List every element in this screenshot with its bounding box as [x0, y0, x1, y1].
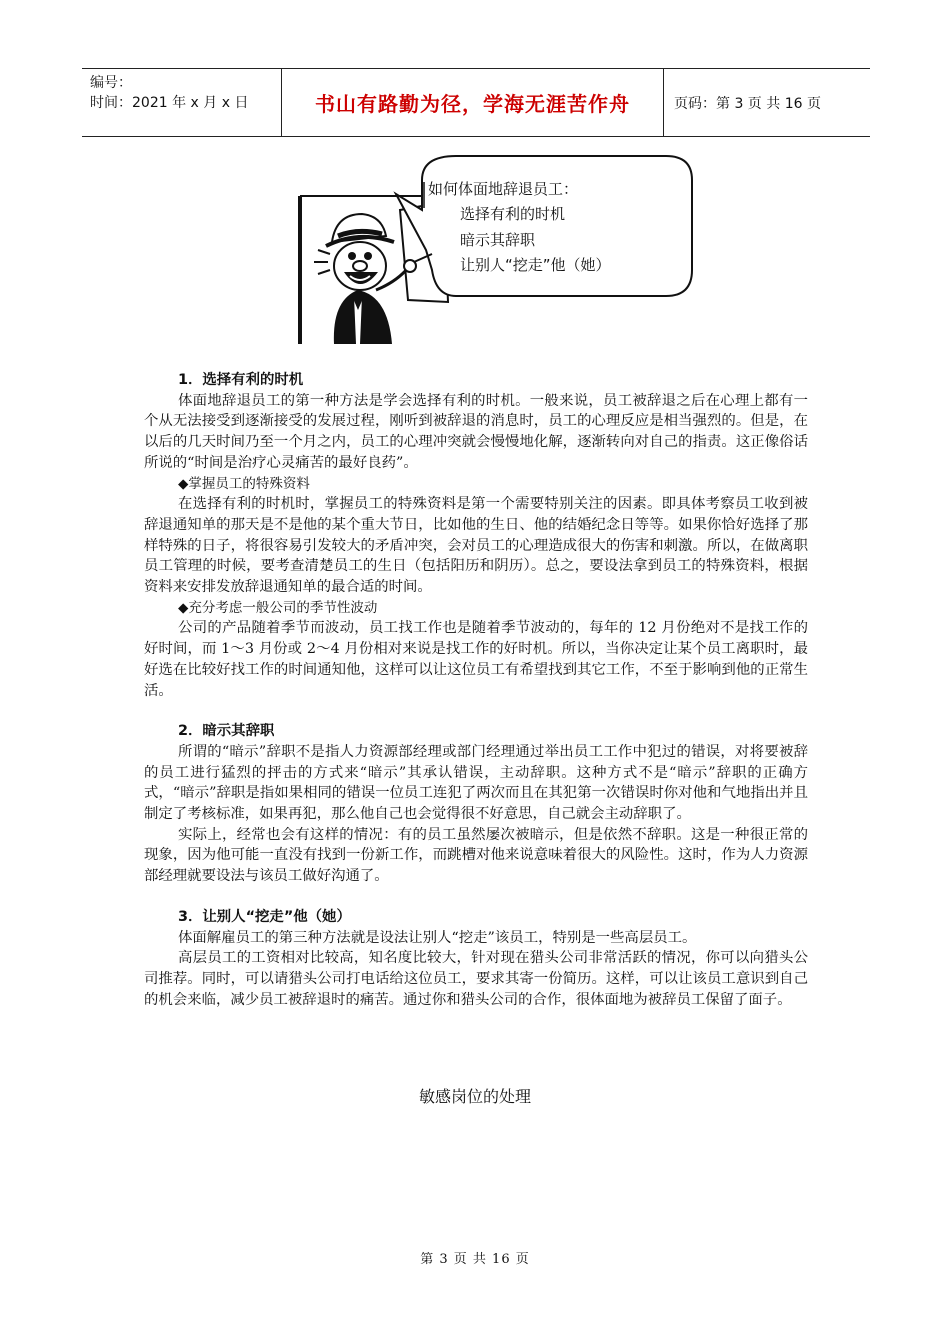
paragraph: 体面地辞退员工的第一种方法是学会选择有利的时机。一般来说，员工被辞退之后在心理上都有一个从无法接受到逐渐接受的发展过程，刚听到被辞退的消息时，员工的心理反应是相当强烈的。但是，在以后的几天时间乃至一个月之内，员工的心理冲突就会慢慢地化解，逐渐转向对自己的指责。这正像俗话所说的“时间是治疗心灵痛苦的最好良药”。: [144, 392, 808, 471]
paragraph: 实际上，经常也会有这样的情况：有的员工虽然屡次被暗示，但是依然不辞职。这是一种很正常的现象，因为他可能一直没有找到一份新工作，而跳槽对他来说意味着很大的风险性。这时，作为人力资源部经理就要设法与该员工做好沟通了。: [144, 826, 808, 885]
page-footer: 第 3 页 共 16 页: [420, 1252, 530, 1267]
document-number-label: 编号：: [90, 75, 132, 91]
bubble-item: 暗示其辞职: [460, 231, 536, 249]
bullet-heading: ◆掌握员工的特殊资料: [178, 475, 310, 492]
paragraph: 体面解雇员工的第三种方法就是设法让别人“挖走”该员工，特别是一些高层员工。: [178, 929, 697, 946]
paragraph: 公司的产品随着季节而波动，员工找工作也是随着季节波动的，每年的 12 月份绝对不是找工作的好时间，而 1～3 月份或 2～4 月份相对来说是找工作的好时机。所以，当你决定让某个员工离职时，最好选在比较好找工作的时间通知他，这样可以让这位员工有希望找到其它工作，不至于影响到他的正常生活。: [144, 620, 808, 699]
header-motto: 书山有路勤为径，学海无涯苦作舟: [282, 69, 664, 136]
paragraph: 高层员工的工资相对比较高，知名度比较大，针对现在猎头公司非常活跃的情况，你可以向猎头公司推荐。同时，可以请猎头公司打电话给这位员工，要求其寄一份简历。这样，可以让该员工意识到自己的机会来临，减少员工被辞退时的痛苦。通过你和猎头公司的合作，很体面地为被辞员工保留了面子。: [144, 950, 808, 1008]
section-heading: 2．暗示其辞职: [178, 723, 275, 740]
document-body: [144, 370, 808, 1010]
paragraph: 在选择有利的时机时，掌握员工的特殊资料是第一个需要特别关注的因素。即具体考察员工收到被辞退通知单的那天是不是他的某个重大节日，比如他的生日、他的结婚纪念日等等。如果你恰好选择了那样特殊的日子，将很容易引发较大的矛盾冲突，会对员工的心理造成很大的伤害和刺激。所以，在做离职员工管理的时候，要考查清楚员工的生日（包括阳历和阴历）。总之，要设法拿到员工的特殊资料，根据资料来安排发放辞退通知单的最合适的时间。: [144, 496, 808, 596]
document-time-label: 时间：2021 年 x 月 x 日: [90, 95, 249, 111]
next-section-title: 敏感岗位的处理: [418, 1087, 531, 1106]
bullet-heading: ◆充分考虑一般公司的季节性波动: [178, 599, 378, 616]
page-header: [82, 68, 870, 137]
section-heading: 3．让别人“挖走”他（她）: [178, 908, 351, 925]
header-page-label: 页码：第 3 页 共 16 页: [674, 95, 821, 112]
bubble-item: 让别人“挖走”他（她）: [460, 256, 611, 274]
bubble-title: 如何体面地辞退员工：: [428, 180, 579, 198]
section-heading: 1．选择有利的时机: [178, 372, 304, 388]
header-meta: [82, 69, 282, 136]
bubble-item: 选择有利的时机: [460, 205, 566, 223]
paragraph: 所谓的“暗示”辞职不是指人力资源部经理或部门经理通过举出员工工作中犯过的错误，对将要被辞的员工进行猛烈的抨击的方式来“暗示”其承认错误，主动辞职。这种方式不是“暗示”辞职的正确方式，“暗示”辞职是指如果相同的错误一位员工连犯了两次而且在其犯第一次错误时你对他和气地指出并且制定了考核标准，如果再犯，那么他自己也会觉得很不好意思，自己就会主动辞职了。: [144, 743, 808, 823]
